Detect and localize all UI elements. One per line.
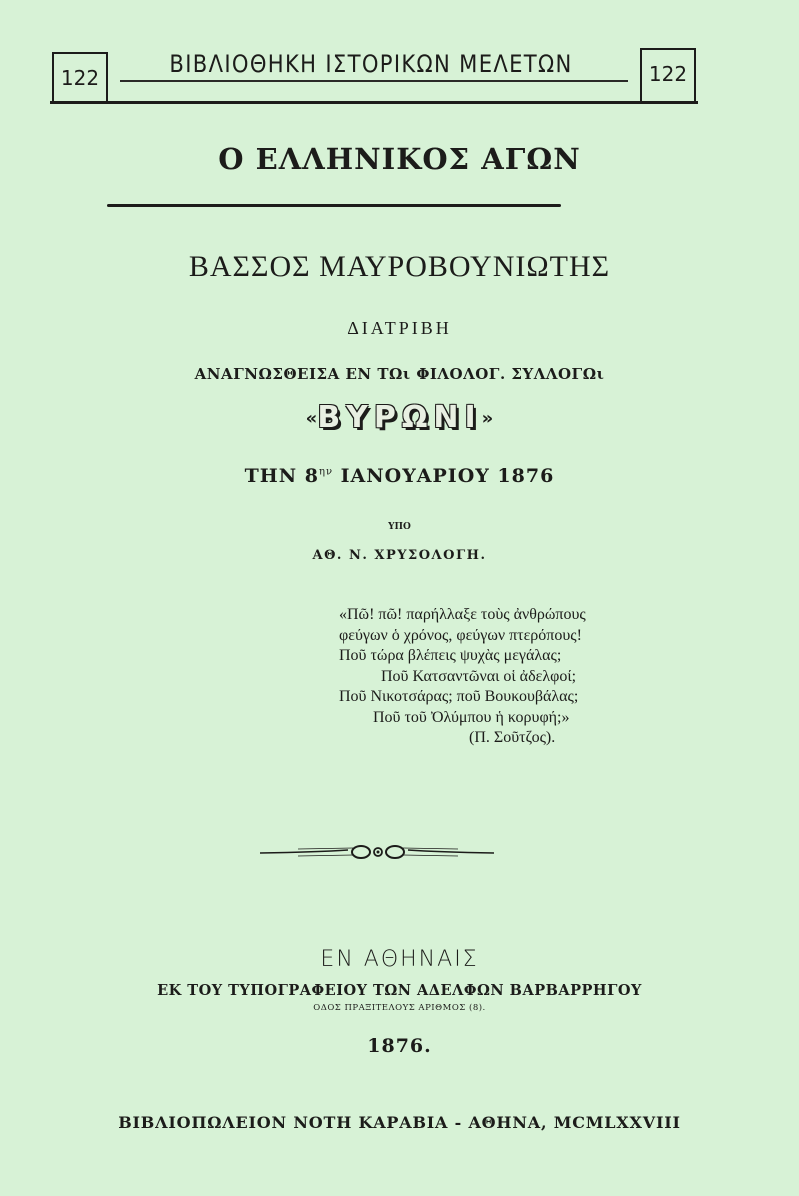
epigraph-line: «Πῶ! πῶ! παρήλλαξε τοὺς ἀνθρώπους — [339, 606, 586, 623]
date-prefix: ΤΗΝ 8 — [244, 465, 319, 487]
close-quote: » — [481, 408, 494, 429]
epigraph-line: Ποῦ τοῦ Ὀλύμπου ἡ κορυφή;» — [373, 708, 570, 726]
epigraph — [339, 605, 586, 749]
by-label: ΥΠΟ — [388, 522, 411, 532]
read-at-line: ΑΝΑΓΝΩΣΘΕΙΣΑ ΕΝ ΤΩι ΦΙΛΟΛΟΓ. ΣΥΛΛΟΓΩι — [194, 365, 605, 383]
reprint-imprint: ΒΙΒΛΙΟΠΩΛΕΙΟΝ ΝΟΤΗ ΚΑΡΑΒΙΑ - ΑΘΗΝΑ, MCMLXXVIII — [118, 1113, 681, 1132]
series-title: ΒΙΒΛΙΟΘΗΚΗ ΙΣΤΟΡΙΚΩΝ ΜΕΛΕΤΩΝ — [169, 50, 573, 78]
lecture-date — [0, 465, 799, 487]
series-number-left — [52, 52, 108, 102]
open-quote: « — [305, 408, 318, 429]
subtitle: ΔΙΑΤΡΙΒΗ — [347, 318, 452, 338]
epigraph-line: Ποῦ Κατσαντῶναι οἱ ἀδελφοί; — [381, 667, 577, 685]
series-number-right — [640, 48, 696, 102]
series-number-left-text: 122 — [60, 66, 100, 90]
society-name: ΒΥΡΩΝΙ — [317, 400, 482, 435]
date-ordinal: ην — [318, 466, 334, 478]
heading-rule — [107, 204, 561, 207]
place-of-publication: ΕΝ ΑΘΗΝΑΙΣ — [320, 947, 479, 972]
speaker-name: ΑΘ. Ν. ΧΡΥΣΟΛΟΓΗ. — [312, 548, 487, 563]
printer-address: ΟΔΟΣ ΠΡΑΞΙΤΕΛΟΥΣ ΑΡΙΘΜΟΣ (8). — [313, 1003, 486, 1013]
epigraph-line: Ποῦ Νικοτσάρας; ποῦ Βουκουβάλας; — [339, 688, 579, 705]
epigraph-attribution: (Π. Σοῦτζος). — [469, 729, 556, 746]
printer-line: ΕΚ ΤΟΥ ΤΥΠΟΓΡΑΦΕΙΟΥ ΤΩΝ ΑΔΕΛΦΩΝ ΒΑΡΒΑΡΡΗΓΟΥ — [157, 982, 642, 999]
series-title-underline — [120, 80, 628, 82]
ornament-divider-icon — [258, 840, 498, 864]
series-bottom-rule — [50, 101, 698, 104]
publication-year: 1876. — [367, 1035, 432, 1057]
title-subject: ΒΑΣΣΟΣ ΜΑΥΡΟΒΟΥΝΙΩΤΗΣ — [188, 250, 611, 283]
date-rest: ΙΑΝΟΥΑΡΙΟΥ 1876 — [333, 465, 555, 487]
society-name-block — [0, 400, 799, 435]
series-number-right-text: 122 — [648, 62, 688, 86]
epigraph-line: φεύγων ὁ χρόνος, φεύγων πτερόπους! — [339, 626, 582, 644]
main-heading: Ο ΕΛΛΗΝΙΚΟΣ ΑΓΩΝ — [218, 142, 581, 176]
epigraph-line: Ποῦ τώρα βλέπεις ψυχὰς μεγάλας; — [339, 647, 562, 664]
